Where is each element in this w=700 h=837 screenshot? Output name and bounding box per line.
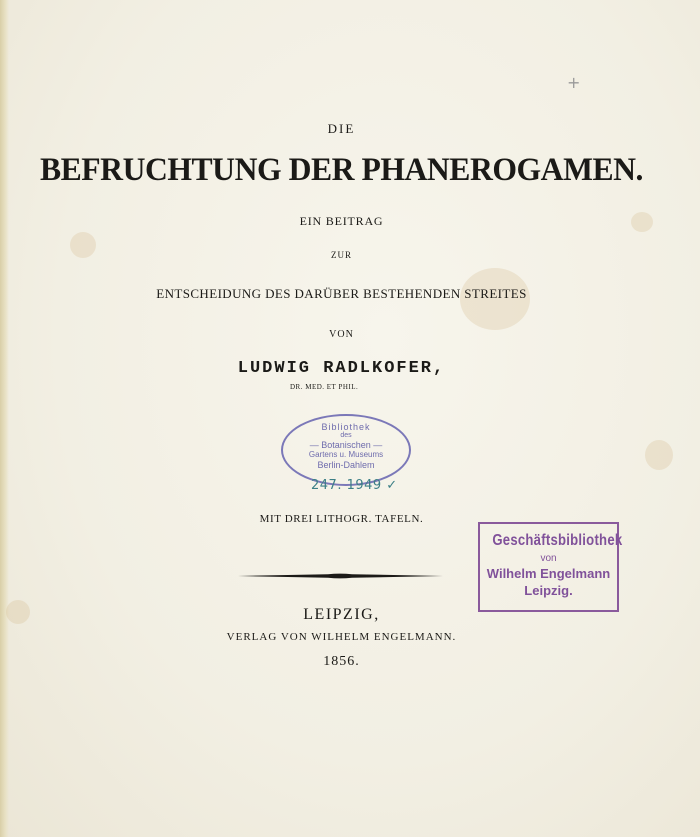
author-by: VON [329, 329, 354, 340]
stamp-line: Geschäftsbibliothek [492, 532, 623, 549]
imprint-place: LEIPZIG, [303, 606, 380, 623]
subtitle-subject: ENTSCHEIDUNG DES DARÜBER BESTEHENDEN STREITES [156, 286, 527, 301]
stamp-line: Gartens u. Museums [308, 450, 384, 459]
stamp-line: Wilhelm Engelmann [486, 566, 611, 581]
bookseller-stamp [478, 522, 623, 612]
stamp-line: Leipzig. [524, 583, 573, 598]
stamp-line: von [540, 553, 557, 564]
imprint-publisher: VERLAG VON WILHELM ENGELMANN. [226, 631, 457, 643]
stamp-line: — Botanischen — [309, 440, 383, 450]
plates-note: MIT DREI LITHOGR. TAFELN. [259, 513, 424, 525]
title-article: DIE [327, 121, 356, 136]
subtitle: EIN BEITRAG [299, 214, 384, 228]
author-degree: DR. MED. ET PHIL. [290, 383, 359, 391]
stamp-line: Bibliothek [321, 422, 371, 432]
subtitle-preposition: ZUR [331, 250, 352, 260]
foxing-stain [645, 440, 673, 470]
author-name: LUDWIG RADLKOFER, [237, 359, 446, 378]
ornamental-rule [238, 571, 443, 581]
book-title: BEFRUCHTUNG DER PHANEROGAMEN. [40, 152, 643, 188]
imprint-year: 1856. [323, 654, 360, 669]
stamp-line: Berlin-Dahlem [317, 460, 375, 470]
stamp-line: des [340, 432, 352, 439]
pencil-mark: + [567, 73, 581, 92]
library-stamp [281, 414, 411, 486]
accession-number: 247. 1949 ✓ [311, 478, 398, 493]
